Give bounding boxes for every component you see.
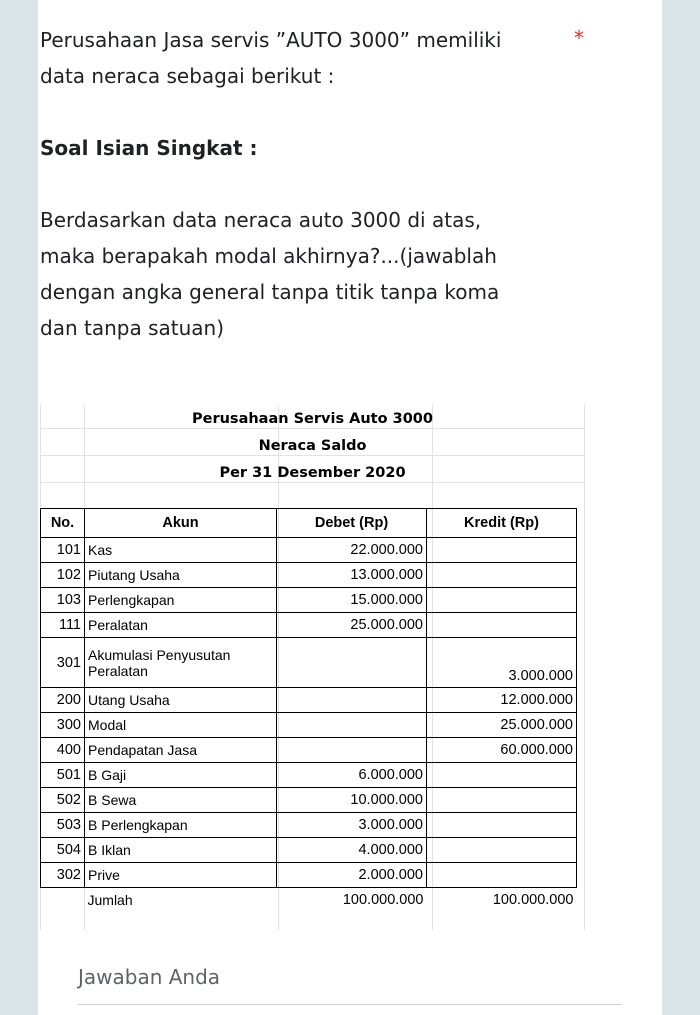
account-no: 102 — [41, 563, 85, 588]
total-label: Jumlah — [85, 888, 277, 913]
account-no: 111 — [41, 613, 85, 638]
question-heading: Soal Isian Singkat : — [40, 136, 258, 160]
question-line: dan tanpa satuan) — [40, 316, 224, 340]
debet-value: 2.000.000 — [277, 863, 427, 888]
account-name: B Iklan — [85, 838, 277, 863]
col-no: No. — [41, 509, 85, 538]
table-row — [41, 738, 577, 763]
total-debet: 100.000.000 — [277, 888, 427, 913]
sheet-subtitle: Neraca Saldo — [258, 438, 367, 454]
table-row — [41, 638, 577, 688]
debet-value: 25.000.000 — [277, 613, 427, 638]
answer-input[interactable]: Jawaban Anda — [78, 965, 221, 989]
question-line: Berdasarkan data neraca auto 3000 di atas, — [40, 208, 482, 232]
sheet-date: Per 31 Desember 2020 — [219, 465, 406, 481]
account-name: Piutang Usaha — [85, 563, 277, 588]
kredit-value — [427, 788, 577, 813]
account-name: B Gaji — [85, 763, 277, 788]
table-row — [41, 763, 577, 788]
kredit-value — [427, 838, 577, 863]
table-row — [41, 563, 577, 588]
kredit-value — [427, 588, 577, 613]
col-kredit: Kredit (Rp) — [427, 509, 577, 538]
kredit-value — [427, 613, 577, 638]
account-name: Prive — [85, 863, 277, 888]
col-debet: Debet (Rp) — [277, 509, 427, 538]
account-name: Modal — [85, 713, 277, 738]
debet-value: 15.000.000 — [277, 588, 427, 613]
debet-value — [277, 638, 427, 688]
table-header-row — [41, 509, 577, 538]
account-name-line: Akumulasi Penyusutan — [88, 646, 231, 663]
account-no: 501 — [41, 763, 85, 788]
table-total-row — [41, 888, 577, 913]
answer-underline — [78, 1004, 622, 1005]
debet-value: 4.000.000 — [277, 838, 427, 863]
balance-table — [40, 508, 577, 912]
kredit-value — [427, 538, 577, 563]
kredit-value: 25.000.000 — [427, 713, 577, 738]
table-row — [41, 713, 577, 738]
account-no: 103 — [41, 588, 85, 613]
account-name: B Perlengkapan — [85, 813, 277, 838]
debet-value — [277, 688, 427, 713]
account-no: 200 — [41, 688, 85, 713]
account-no: 400 — [41, 738, 85, 763]
debet-value: 13.000.000 — [277, 563, 427, 588]
account-name — [85, 638, 277, 688]
sheet-title: Perusahaan Servis Auto 3000 — [192, 411, 433, 427]
kredit-value — [427, 813, 577, 838]
debet-value: 10.000.000 — [277, 788, 427, 813]
account-name: Utang Usaha — [85, 688, 277, 713]
table-row — [41, 863, 577, 888]
question-text — [40, 22, 560, 346]
account-name: Kas — [85, 538, 277, 563]
kredit-value: 3.000.000 — [427, 638, 577, 688]
account-name: Peralatan — [85, 613, 277, 638]
account-no: 504 — [41, 838, 85, 863]
table-row — [41, 813, 577, 838]
account-no: 101 — [41, 538, 85, 563]
kredit-value: 60.000.000 — [427, 738, 577, 763]
debet-value — [277, 713, 427, 738]
question-line: maka berapakah modal akhirnya?...(jawablah — [40, 244, 497, 268]
table-row — [41, 613, 577, 638]
question-line: data neraca sebagai berikut : — [40, 64, 335, 88]
account-name-line: Peralatan — [88, 662, 148, 679]
col-akun: Akun — [85, 509, 277, 538]
account-no: 301 — [41, 638, 85, 688]
table-row — [41, 688, 577, 713]
account-no: 502 — [41, 788, 85, 813]
debet-value: 22.000.000 — [277, 538, 427, 563]
question-line: dengan angka general tanpa titik tanpa koma — [40, 280, 500, 304]
account-no: 300 — [41, 713, 85, 738]
question-line: Perusahaan Jasa servis ”AUTO 3000” memiliki — [40, 28, 502, 52]
debet-value: 6.000.000 — [277, 763, 427, 788]
kredit-value — [427, 763, 577, 788]
account-name: B Sewa — [85, 788, 277, 813]
account-no: 302 — [41, 863, 85, 888]
kredit-value — [427, 563, 577, 588]
kredit-value — [427, 863, 577, 888]
kredit-value: 12.000.000 — [427, 688, 577, 713]
account-no: 503 — [41, 813, 85, 838]
total-no — [41, 888, 85, 913]
account-name: Pendapatan Jasa — [85, 738, 277, 763]
table-row — [41, 588, 577, 613]
table-row — [41, 838, 577, 863]
account-name: Perlengkapan — [85, 588, 277, 613]
debet-value — [277, 738, 427, 763]
table-row — [41, 788, 577, 813]
total-kredit: 100.000.000 — [427, 888, 577, 913]
debet-value: 3.000.000 — [277, 813, 427, 838]
table-row — [41, 538, 577, 563]
required-marker: * — [574, 26, 584, 50]
